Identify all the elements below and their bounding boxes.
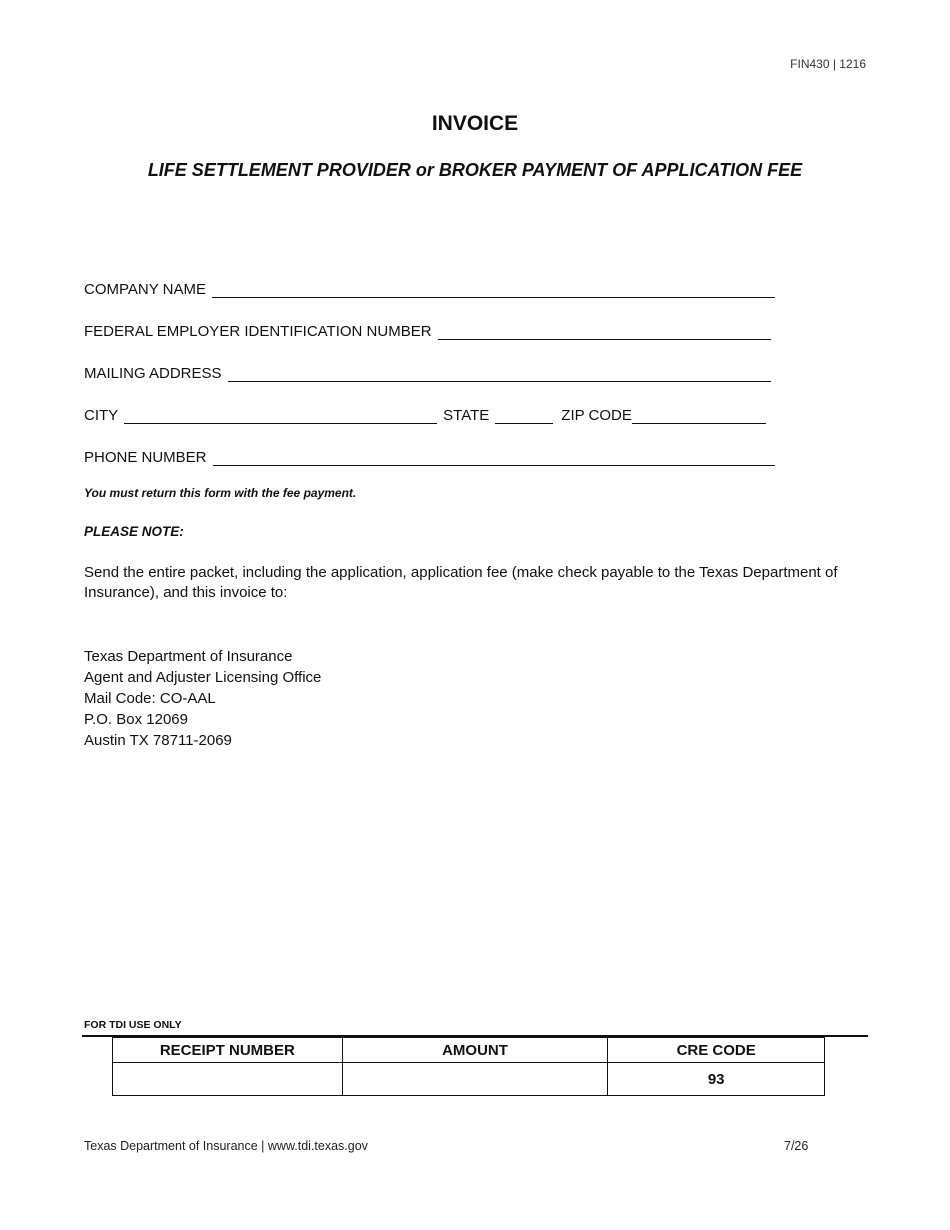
tdi-use-table xyxy=(112,1037,825,1096)
phone-field[interactable] xyxy=(213,449,775,466)
page-title: INVOICE xyxy=(431,112,519,135)
receipt-number-header: RECEIPT NUMBER xyxy=(113,1038,343,1063)
address-line-4: P.O. Box 12069 xyxy=(84,711,188,728)
zip-field[interactable] xyxy=(632,407,766,424)
city-label: CITY xyxy=(84,407,119,424)
phone-label: PHONE NUMBER xyxy=(84,449,207,466)
amount-header: AMOUNT xyxy=(342,1038,608,1063)
mailing-address-row xyxy=(84,360,771,382)
state-field[interactable] xyxy=(495,407,553,424)
zip-label: ZIP CODE xyxy=(561,407,632,424)
cre-code-cell: 93 xyxy=(608,1063,825,1096)
mailing-address-field[interactable] xyxy=(228,365,771,382)
tdi-use-label: FOR TDI USE ONLY xyxy=(84,1019,182,1031)
fein-label: FEDERAL EMPLOYER IDENTIFICATION NUMBER xyxy=(84,323,432,340)
company-name-field[interactable] xyxy=(212,281,775,298)
address-line-2: Agent and Adjuster Licensing Office xyxy=(84,669,322,686)
mailing-address-block xyxy=(84,646,321,751)
address-line-3: Mail Code: CO-AAL xyxy=(84,690,216,707)
fein-field[interactable] xyxy=(438,323,771,340)
state-label: STATE xyxy=(443,407,490,424)
page-subtitle: LIFE SETTLEMENT PROVIDER or BROKER PAYMENT OF APPLICATION FEE xyxy=(147,160,803,180)
footer-page: 7/26 xyxy=(784,1139,809,1153)
fein-row xyxy=(84,318,771,340)
send-instructions: Send the entire packet, including the application, application fee (make check payable to the Texas Department of Insurance), and this invoice to: xyxy=(84,564,838,601)
footer-org: Texas Department of Insurance | www.tdi.texas.gov xyxy=(84,1139,368,1153)
form-code: FIN430 | 1216 xyxy=(790,57,866,71)
receipt-number-cell xyxy=(113,1063,343,1096)
table-row xyxy=(113,1063,825,1096)
city-field[interactable] xyxy=(124,407,437,424)
address-line-5: Austin TX 78711-2069 xyxy=(84,732,232,749)
company-name-label: COMPANY NAME xyxy=(84,281,206,298)
cre-code-header: CRE CODE xyxy=(608,1038,825,1063)
amount-cell xyxy=(342,1063,608,1096)
table-header-row xyxy=(113,1038,825,1063)
must-return-note: You must return this form with the fee payment. xyxy=(84,486,357,500)
please-note-heading: PLEASE NOTE: xyxy=(84,524,184,539)
mailing-address-label: MAILING ADDRESS xyxy=(84,365,222,382)
company-name-row xyxy=(84,276,775,298)
address-line-1: Texas Department of Insurance xyxy=(84,648,293,665)
city-state-zip-row xyxy=(84,402,766,424)
phone-row xyxy=(84,444,775,466)
